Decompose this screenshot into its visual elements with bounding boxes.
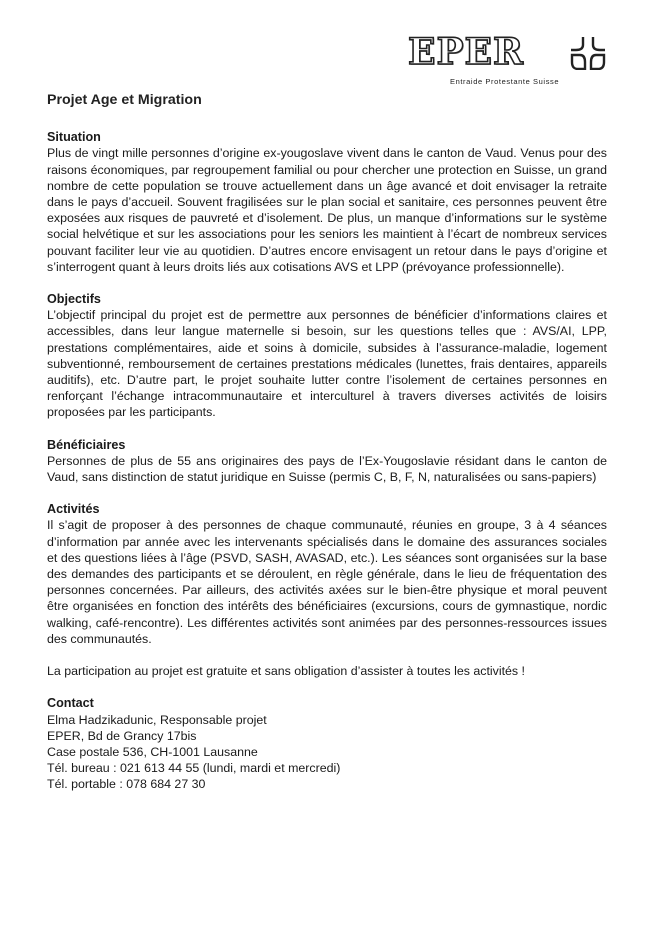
- contact-office-phone: Tél. bureau : 021 613 44 55 (lundi, mardi et mercredi): [47, 761, 341, 776]
- section-body: Plus de vingt mille personnes d’origine ex-yougoslave vivent dans le canton de Vaud. Venus pour des raisons économiques, par regroupement familial ou pour chercher une protection en Suisse, un grand nombre de cette population se trouve actuellement dans un âge avancé et doit envisager la retraite dans le pays d’accueil. Souvent fragilisées sur le plan social et sanitaire, ces personnes peuvent être exposées aux risques de pauvreté et d’isolement. De plus, un manque d’informations sur le système social helvétique et sur les associations pour les seniors les maintient à l’écart de nombreux services pouvant faciliter leur vie au quotidien. D’autres encore envisagent un retour dans le pays d’origine et s’interrogent quant à leurs droits liés aux cotisations AVS et LPP (prévoyance professionnelle).: [47, 146, 607, 274]
- document-body: [47, 92, 607, 809]
- section-heading: Objectifs: [47, 292, 101, 307]
- logo-wordmark: EPER: [408, 31, 524, 73]
- section-situation: [47, 129, 607, 275]
- section-objectifs: [47, 291, 607, 421]
- contact-mobile-phone: Tél. portable : 078 684 27 30: [47, 777, 206, 792]
- section-contact: [47, 695, 607, 792]
- contact-postbox: Case postale 536, CH-1001 Lausanne: [47, 744, 258, 759]
- document-title: Projet Age et Migration: [47, 92, 202, 108]
- participation-note: La participation au projet est gratuite et sans obligation d’assister à toutes les activités !: [47, 664, 525, 679]
- section-heading: Situation: [47, 130, 101, 145]
- section-body: L’objectif principal du projet est de permettre aux personnes de bénéficier d’informations claires et accessibles, dans leur langue maternelle si besoin, sur les questions telles que : AVS/AI, LPP, prestations complémentaires, aide et soins à domicile, subsides à l’assurance-maladie, logement subventionné, remboursement de certaines prestations médicales (lunettes, frais dentaires, appareils auditifs), etc. D’autre part, le projet souhaite lutter contre l’isolement de certaines personnes en renforçant l’échange intracommunautaire et interculturel à travers diverses activités de loisirs proposées par les participants.: [47, 308, 607, 420]
- section-heading: Bénéficiaires: [47, 437, 126, 452]
- section-body: Il s’agit de proposer à des personnes de chaque communauté, réunies en groupe, 3 à 4 séances d’information par année avec les intervenants spécialisés dans le domaine des assurances sociales et des questions liées à l’âge (PSVD, SASH, AVASAD, etc.). Les séances sont organisées sur la base des demandes des participants et se déroulent, en règle générale, dans le lieu de fréquentation des personnes concernées. Par ailleurs, des activités axées sur le bien-être physique et moral peuvent être organisées en fonction des intérêts des bénéficiaires (excursions, cours de gymnastique, nordic walking, café-rencontre). Les différentes activités sont animées par des personnes-ressources issues des communautés.: [47, 518, 607, 646]
- eper-logo: [408, 32, 608, 92]
- contact-address: EPER, Bd de Grancy 17bis: [47, 728, 197, 743]
- section-beneficiaires: [47, 437, 607, 486]
- logo-tagline: Entraide Protestante Suisse: [450, 77, 560, 86]
- eper-cross-icon: [570, 36, 606, 70]
- section-body: Personnes de plus de 55 ans originaires des pays de l’Ex-Yougoslavie résidant dans le canton de Vaud, sans distinction de statut juridique en Suisse (permis C, B, F, N, naturalisées ou sans-papiers): [47, 453, 607, 485]
- contact-heading: Contact: [47, 696, 94, 711]
- section-heading: Activités: [47, 502, 100, 517]
- section-activites: [47, 501, 607, 647]
- contact-name: Elma Hadzikadunic, Responsable projet: [47, 712, 267, 727]
